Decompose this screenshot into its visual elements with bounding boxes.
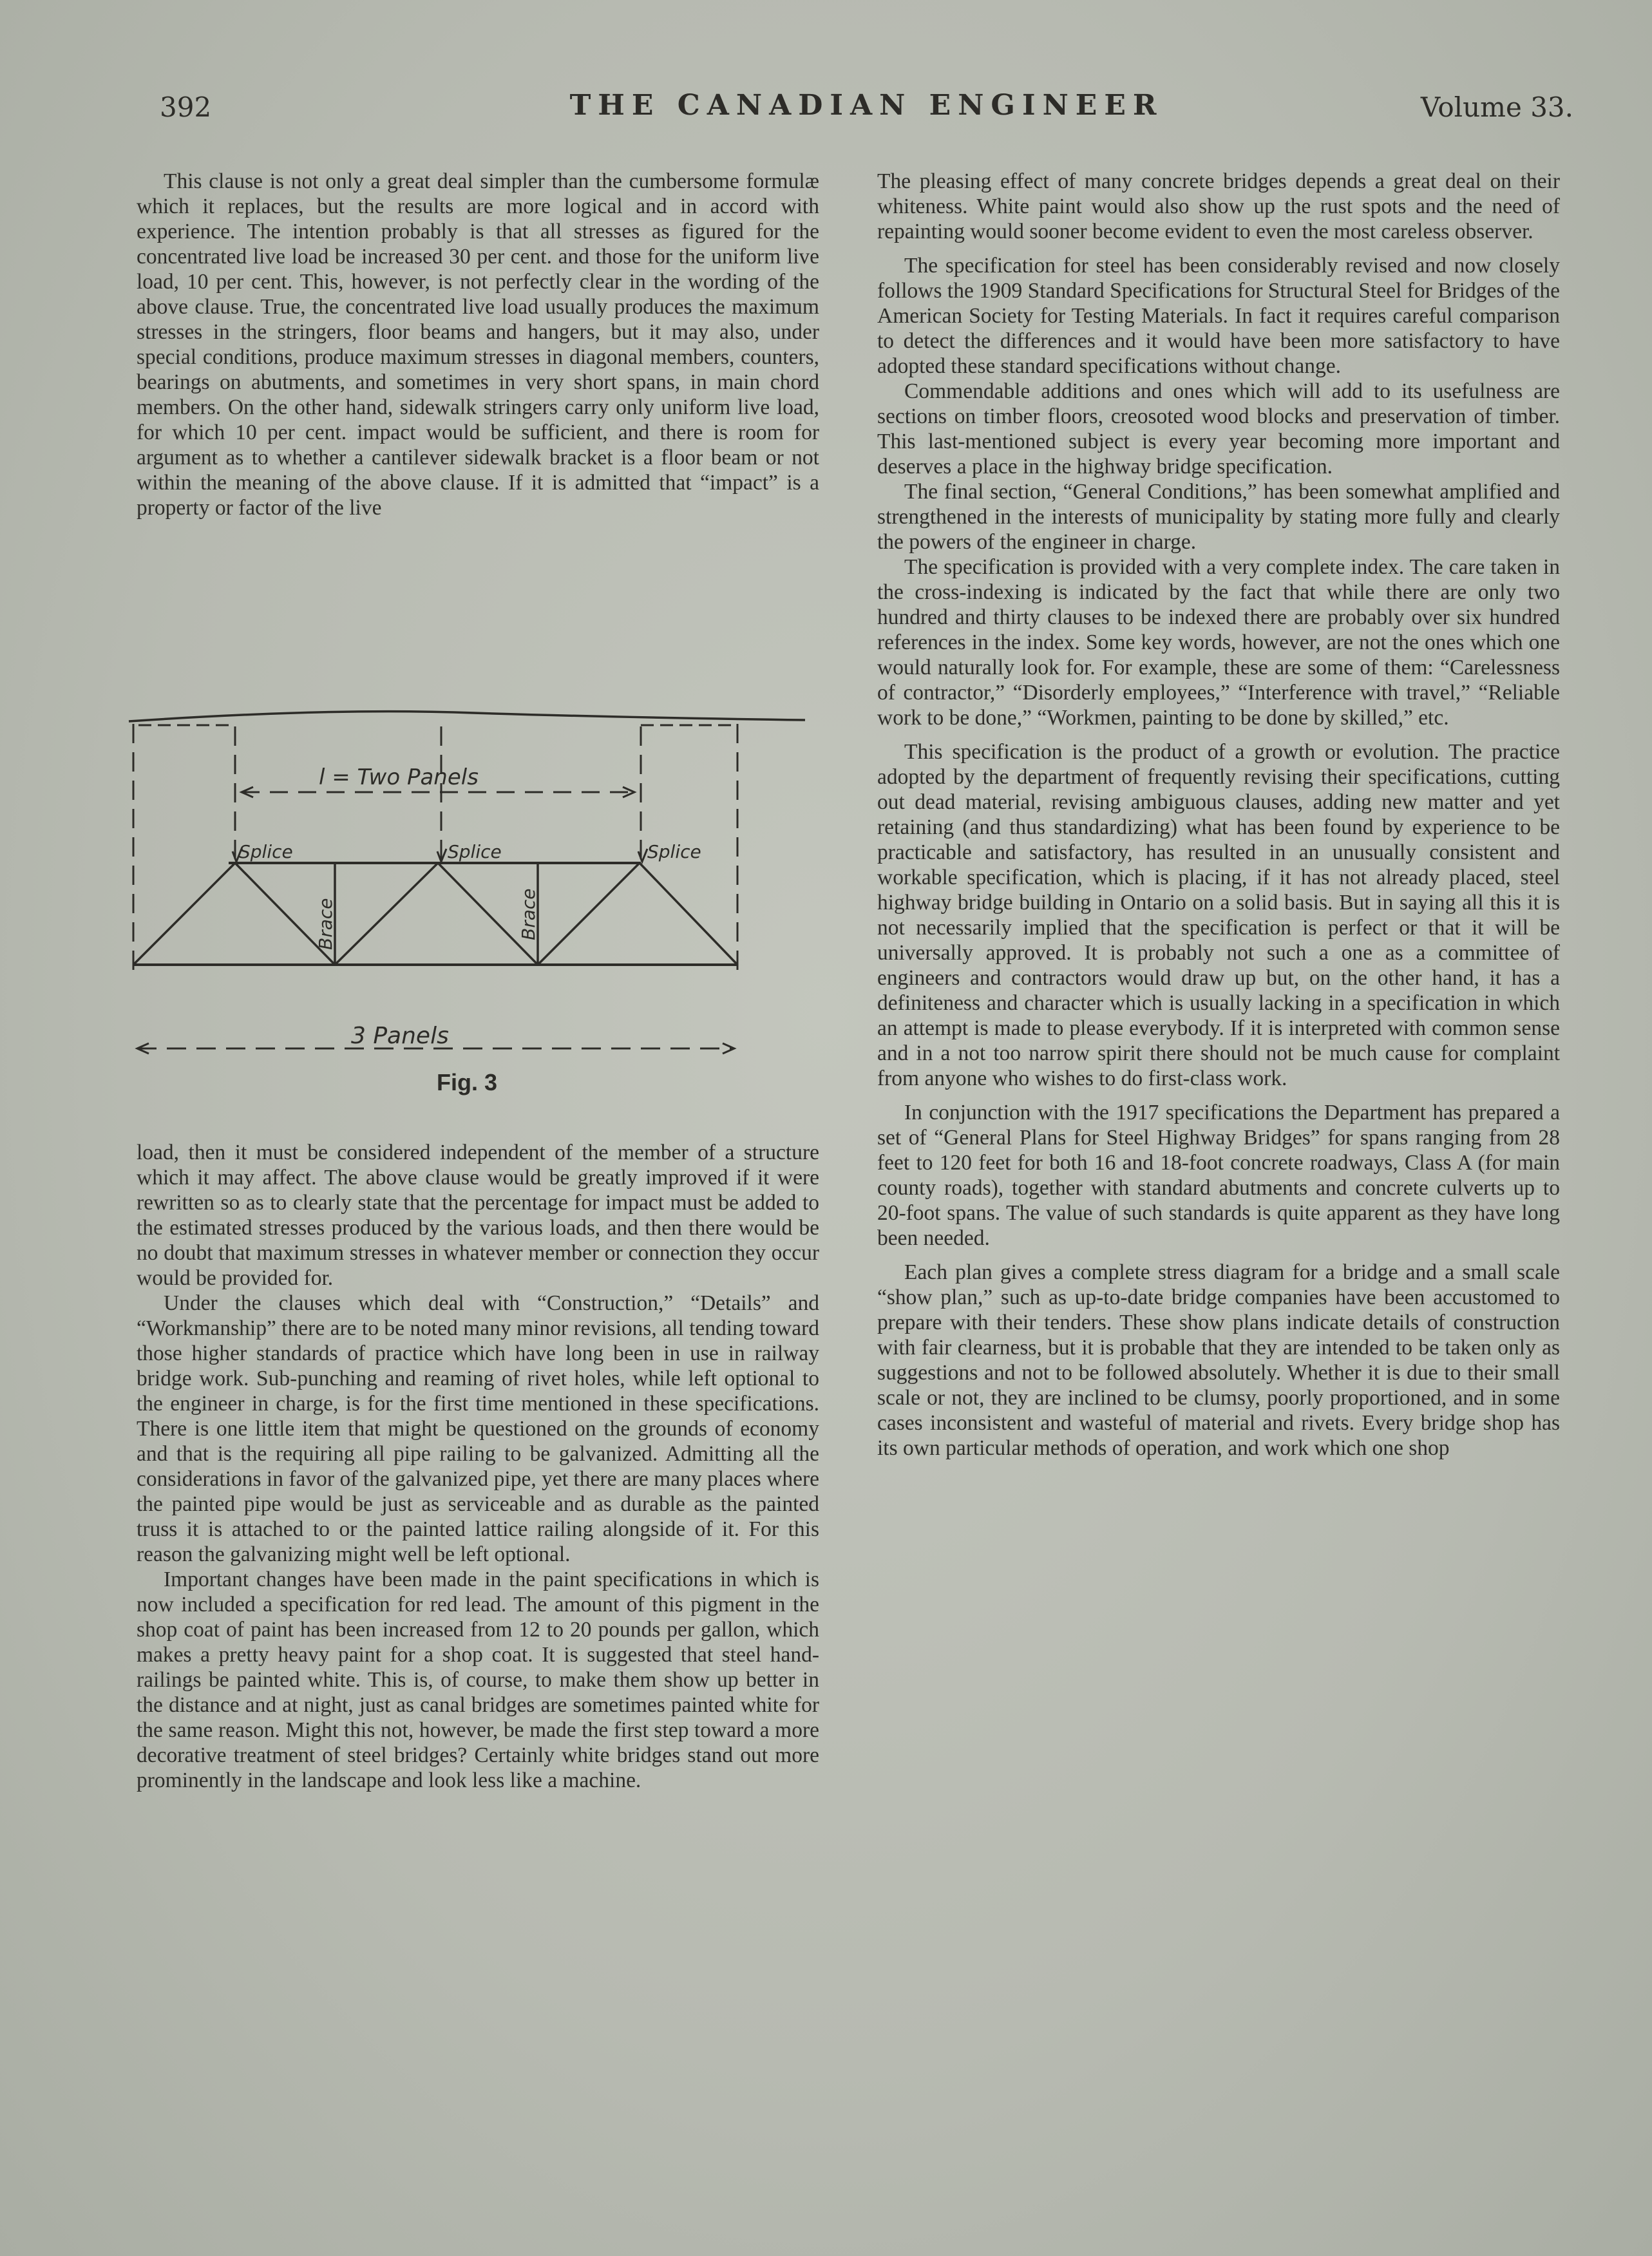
right-column [877,169,1560,2165]
two-panels-label: l = Two Panels [319,764,479,790]
paragraph: load, then it must be considered independent of the member of a structure which it may affect. The above clause would be greatly improved if it were rewritten so as to clearly state that the percentage for impact must be added to the estimated stresses produced by the various loads, and then there would be no doubt that maximum stresses in whatever member or connection they occur would be provided for. [137,1141,819,1290]
paragraph: The specification is provided with a very complete index. The care taken in the cross-indexing is indicated by the fact that while there are only two hundred and thirty clauses to be indexed there are probably over six hundred references in the index. Some key words, however, are not the ones which one would naturally look for. For example, these are some of them: “Carelessness of contractor,” “Disorderly employees,” “Interference with travel,” “Reliable work to be done,” “Workmen, painting to be done by skilled,” etc. [877,555,1560,730]
paragraph: Each plan gives a complete stress diagram for a bridge and a small scale “show plan,” such as up-to-date bridge companies have been accustomed to prepare with their tenders. These show plans indicate details of construction with fair clearness, but it is probable that they are intended to be taken only as suggestions and not to be followed absolutely. Whether it is due to their small scale or not, they are inclined to be clumsy, poorly proportioned, and in some cases inconsistent and wasteful of material and rivets. Every bridge shop has its own particular methods of operation, and work which one shop [877,1260,1560,1460]
left-column-top [137,169,819,684]
three-panels-label: 3 Panels [351,1023,449,1049]
splice-label: Splice [647,841,701,862]
paragraph: In conjunction with the 1917 specifications the Department has prepared a set of “General Plans for Steel Highway Bridges” for spans ranging from 28 feet to 120 feet for both 16 and 18-foot concrete roadways, Class A (for main county roads), together with standard abutments and concrete culverts up to 20-foot spans. The value of such standards is quite apparent as they have long been needed. [877,1101,1560,1250]
figure-caption: Fig. 3 [436,1069,497,1095]
journal-title: THE CANADIAN ENGINEER [569,89,1164,122]
paragraph: Important changes have been made in the paint specifications in which is now included a specification for red lead. The amount of this pigment in the shop coat of paint has been increased from 12 to 20 pounds per gallon, which makes a pretty heavy paint for a shop coat. It is suggested that steel hand-railings be painted white. This is, of course, to make them show up better in the distance and at night, just as canal bridges are sometimes painted white for the same reason. Might this not, however, be made the first step toward a more decorative treatment of steel bridges? Certainly white bridges stand out more prominently in the landscape and look less like a machine. [137,1568,819,1792]
truss-diagram [119,708,815,1069]
paragraph: This clause is not only a great deal simpler than the cumbersome formulæ which it replaces, but the results are more logical and in accord with experience. The intention probably is that all stresses as figured for the concentrated live load be increased 30 per cent. and those for the uniform live load, 10 per cent. This, however, is not perfectly clear in the wording of the above clause. True, the concentrated live load usually produces the maximum stresses in the stringers, floor beams and hangers, but it may also, under special conditions, produce maximum stresses in diagonal members, counters, bearings on abutments, and sometimes in very short spans, in main chord members. On the other hand, sidewalk stringers carry only uniform live load, for which 10 per cent. impact would be sufficient, and there is room for argument as to whether a cantilever sidewalk bracket is a floor beam or not within the meaning of the above clause. If it is admitted that “impact” is a property or factor of the live [137,169,819,520]
splice-label: Splice [448,841,502,862]
splice-label: Splice [239,841,293,862]
brace-label: Brace [518,888,539,940]
brace-label: Brace [315,898,336,950]
paragraph: The specification for steel has been considerably revised and now closely follows the 1909 Standard Specifications for Structural Steel for Bridges of the American Society for Testing Materials. In fact it requires careful comparison to detect the differences and it would have been more satisfactory to have adopted these standard specifications without change. [877,254,1560,378]
volume-label: Volume 33. [1420,91,1573,123]
page-number: 392 [160,91,212,123]
left-column-bottom [137,1140,819,2157]
figure-3 [119,708,815,1133]
page-header [160,89,1573,128]
paragraph: This specification is the product of a growth or evolution. The practice adopted by the department of frequently revising their specifications, cutting out dead material, revising ambiguous clauses, adding new matter and yet retaining (and thus standardizing) what has been found by experience to be practicable and satisfactory, has resulted in an unusually consistent and workable specification, which is placing, if it has not already placed, steel highway bridge building in Ontario on a solid basis. But in saying all this it is not necessarily implied that the specification is perfect or that it will be universally approved. It is probably not such a one as a committee of engineers and contractors would draw up but, on the other hand, it has a definiteness and character which is usually lacking in a specification in which an attempt is made to please everybody. If it is interpreted with common sense and in a not too narrow spirit there should not be much cause for complaint from anyone who wishes to do first-class work. [877,740,1560,1090]
paragraph: Under the clauses which deal with “Construction,” “Details” and “Workmanship” there are to be noted many minor revisions, all tending toward those higher standards of practice which have long been in use in railway bridge work. Sub-punching and reaming of rivet holes, while left optional to the engineer in charge, is for the first time mentioned in these specifications. There is one little item that might be questioned on the grounds of economy and that is the requiring all pipe railing to be galvanized. Admitting all the considerations in favor of the galvanized pipe, yet there are many places where the painted pipe would be just as serviceable and as durable as the painted truss it is attached to or the painted lattice railing alongside of it. For this reason the galvanizing might well be left optional. [137,1291,819,1566]
paragraph: The pleasing effect of many concrete bridges depends a great deal on their whiteness. White paint would also show up the rust spots and the need of repainting would sooner become evident to even the most careless observer. [877,169,1560,243]
paragraph: Commendable additions and ones which will add to its usefulness are sections on timber floors, creosoted wood blocks and preservation of timber. This last-mentioned subject is every year becoming more important and deserves a place in the highway bridge specification. [877,379,1560,479]
paragraph: The final section, “General Conditions,” has been somewhat amplified and strengthened in the interests of municipality by stating more fully and clearly the powers of the engineer in charge. [877,480,1560,554]
